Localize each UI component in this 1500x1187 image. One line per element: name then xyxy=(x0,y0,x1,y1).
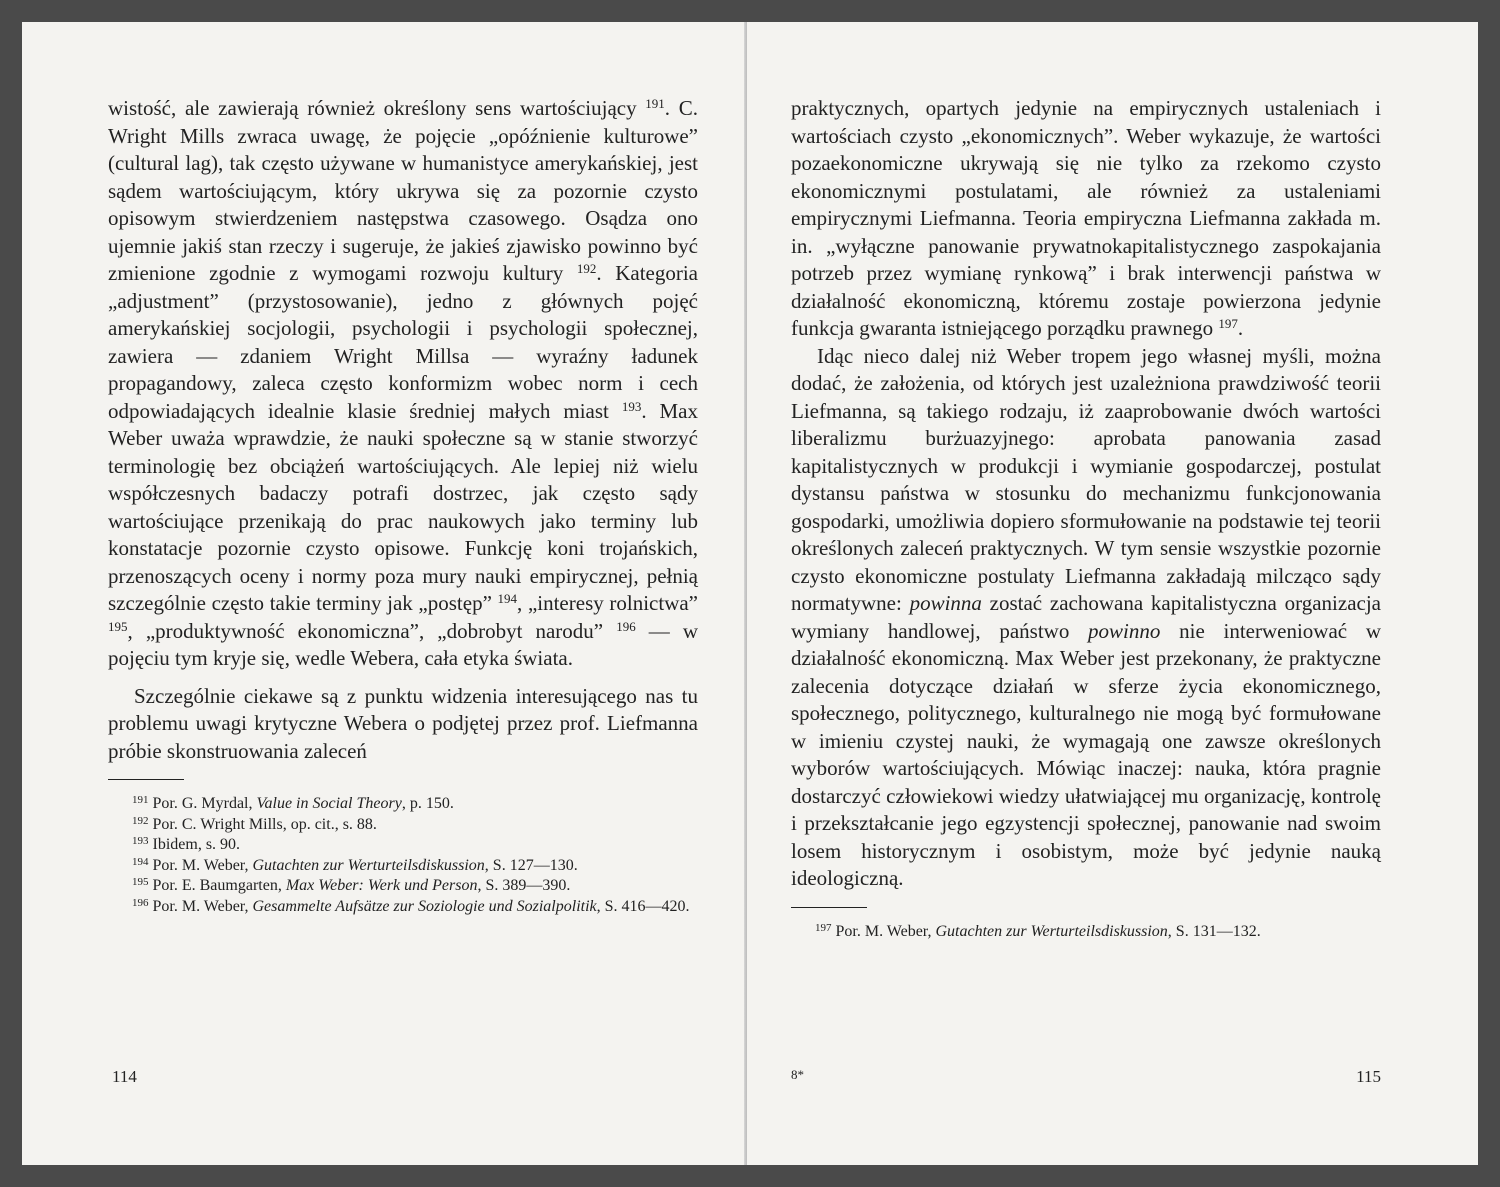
italic-text: Value in Social Theory xyxy=(256,795,402,812)
right-paragraph xyxy=(791,343,1381,893)
text-run: . C. Wright Mills zwraca uwagę, że pojęcie „opóźnienie kulturowe” (cultural lag), tak często używane w humanistyce amerykańskiej, jest sądem wartościującym, który ukrywa się za pozornie czysto opisowym stwierdzeniem następstwa czasowego. Osądza ono ujemnie jakiś stan rzeczy i sugeruje, że jakieś zjawisko powinno być zmienione zgodnie z wymogami rozwoju kultury xyxy=(108,96,698,285)
footnote-ref: 191 xyxy=(132,794,149,806)
text-run: Por. M. Weber, xyxy=(831,922,936,940)
footnote xyxy=(791,922,1381,943)
left-text-column xyxy=(108,95,698,917)
text-run: Por. G. Myrdal, xyxy=(148,795,257,812)
text-run: Ibidem, s. 90. xyxy=(148,836,241,853)
text-run: . Kategoria „adjustment” (przystosowanie), jedno z głównych pojęć amerykańskiej socjologii, psychologii i psychologii społecznej, zawiera — zdaniem Wright Millsa — wyraźny ładunek propagandowy, zaleca często konformizm wobec norm i cech odpowiadających idealnie klasie średniej małych miast xyxy=(108,261,699,423)
footnote xyxy=(108,856,698,877)
text-run: praktycznych, opartych jedynie na empirycznych ustaleniach i wartościach czysto „ekonomicznych”. Weber wykazuje, że wartości pozaekonomiczne ukrywają się nie tylko za rzekomo czysto ekonomicznymi postulatami, ale również za ustaleniami empirycznymi Liefmanna. Teoria empiryczna Liefmanna zakłada m. in. „wyłączne panowanie prywatnokapitalistycznego zaspokajania potrzeb przez wymianę rynkową” i brak interwencji państwa w działalność ekonomiczną, któremu zostaje powierzona jedynie funkcja gwaranta istniejącego porządku prawnego xyxy=(791,96,1381,340)
text-run: Szczególnie ciekawe są z punktu widzenia interesującego nas tu problemu uwagi krytyczne Webera o podjętej przez prof. Liefmanna próbie skonstruowania zaleceń xyxy=(108,683,698,763)
text-run: , S. 127—130. xyxy=(484,856,578,874)
italic-text: Gesammelte Aufsätze zur Soziologie und Sozialpolitik xyxy=(252,897,597,915)
text-run: Por. C. Wright Mills, op. cit., s. 88. xyxy=(148,815,377,833)
footnote-ref: 196 xyxy=(132,896,149,909)
footnote-separator xyxy=(108,779,184,780)
footnote-ref: 195 xyxy=(108,618,128,634)
footnote-ref: 192 xyxy=(576,261,597,276)
text-run: , S. 416—420. xyxy=(596,897,690,915)
italic-text: powinna xyxy=(909,591,982,615)
footnote xyxy=(108,876,698,897)
text-run: , p. 150. xyxy=(401,795,454,812)
footnote xyxy=(108,835,698,856)
right-paragraph xyxy=(791,95,1381,343)
text-run: , S. 131—132. xyxy=(1167,922,1261,940)
text-run: Idąc nieco dalej niż Weber tropem jego własnej myśli, można dodać, że założenia, od których jest uzależniona prawdziwość teorii Liefmanna, są takiego rodzaju, iż zaaprobowanie dwóch wartości liberalizmu burżuazyjnego: aprobata panowania zasad kapitalistycznych w produkcji i wymianie gospodarczej, postulat dystansu państwa w stosunku do mechanizmu funkcjonowania gospodarki, umożliwia dopiero sformułowanie na podstawie tej teorii określonych zaleceń praktycznych. W tym sensie wszystkie pozornie czysto ekonomiczne postulaty Liefmanna zakładają milcząco sądy normatywne: xyxy=(791,343,1381,615)
footnote-ref: 193 xyxy=(132,835,149,847)
left-page xyxy=(22,22,746,1165)
footnote-ref: 194 xyxy=(497,591,518,606)
text-run: wistość, ale zawierają również określony sens wartościujący xyxy=(108,96,646,120)
text-run: — w pojęciu tym kryje się, wedle Webera, cała etyka świata. xyxy=(108,618,698,670)
footnote xyxy=(108,897,698,918)
text-run: , S. 389—390. xyxy=(477,877,571,894)
footnote xyxy=(108,815,698,836)
text-run: Por. M. Weber, xyxy=(148,856,253,874)
footnote-ref: 192 xyxy=(132,814,149,827)
text-run: zostać zachowana kapitalistyczna organizacja wymiany handlowej, państwo xyxy=(791,591,1381,643)
text-run: Por. E. Baumgarten, xyxy=(148,877,286,894)
footnote-separator xyxy=(791,907,867,908)
left-paragraph xyxy=(108,683,698,766)
footnote-ref: 191 xyxy=(645,96,665,111)
italic-text: Max Weber: Werk und Person xyxy=(285,877,478,894)
italic-text: powinno xyxy=(1088,618,1161,643)
footnote xyxy=(108,794,698,815)
text-run: . xyxy=(1237,316,1244,340)
footnote-ref: 194 xyxy=(132,855,149,868)
footnote-ref: 195 xyxy=(132,876,149,888)
italic-text: Gutachten zur Werturteilsdiskussion xyxy=(935,922,1168,940)
footnote-ref: 196 xyxy=(616,618,636,634)
footnote-ref: 197 xyxy=(1218,316,1238,331)
text-run: , „interesy rolnictwa” xyxy=(517,591,699,615)
right-text-column xyxy=(791,95,1381,942)
footnote-ref: 193 xyxy=(621,398,642,414)
text-run: . Max Weber uważa wprawdzie, że nauki społeczne są w stanie stworzyć terminologię bez obciążeń wartościujących. Ale lepiej niż wielu współczesnych badaczy potrafi dostrzec, jak często sądy wartościujące przenikają do prac naukowych jako terminy lub konstatacje pozornie czysto opisowe. Funkcję koni trojańskich, przenoszących oceny i normy poza mury nauki empirycznej, pełnią szczególnie często takie terminy jak „postęp” xyxy=(108,398,698,615)
signature-mark: 8* xyxy=(791,1067,804,1082)
text-run: nie interweniować w działalność ekonomiczną. Max Weber jest przekonany, że praktyczne zalecenia dotyczące działań w sferze życia ekonomicznego, społecznego, politycznego, kulturalnego nie mogą być formułowane w imieniu czystej nauki, że wymagają one zawsze określonych wyborów wartościujących. Mówiąc inaczej: nauka, która pragnie dostarczyć człowiekowi wiedzy ułatwiającej mu organizację, kontrolę i przekształcanie jego egzystencji społecznej, panowanie nad swoim losem historycznym i osobistym, może być jedynie nauką ideologiczną. xyxy=(791,618,1381,890)
text-run: , „produktywność ekonomiczna”, „dobrobyt narodu” xyxy=(127,618,617,643)
page-number: 114 xyxy=(112,1067,137,1086)
footnote-ref: 197 xyxy=(815,921,832,934)
page-number: 115 xyxy=(1356,1067,1381,1086)
text-run: Por. M. Weber, xyxy=(148,897,253,915)
italic-text: Gutachten zur Werturteilsdiskussion xyxy=(252,856,485,874)
right-page xyxy=(747,22,1478,1165)
left-paragraph xyxy=(108,95,698,673)
